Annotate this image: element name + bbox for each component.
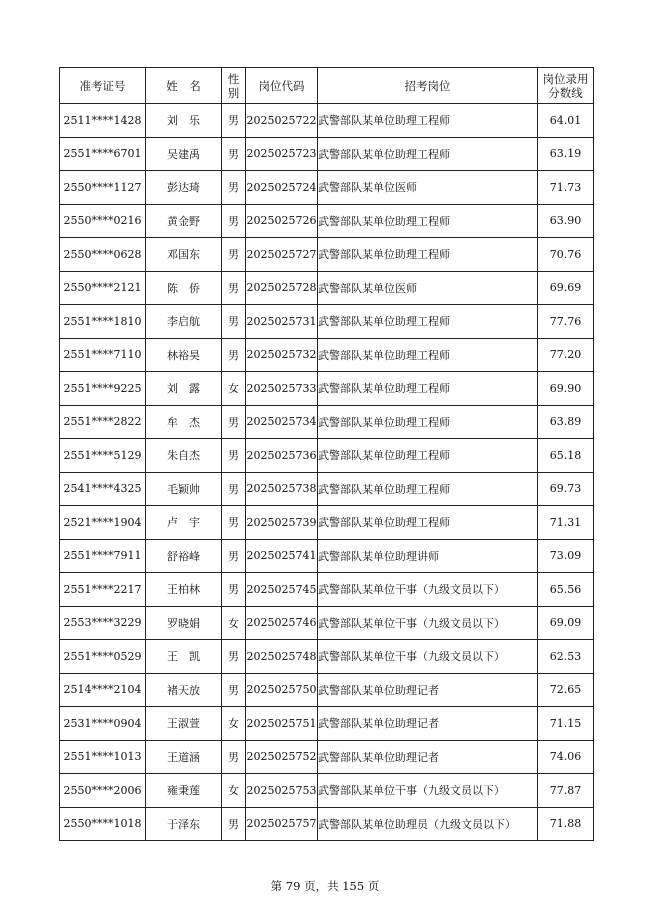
cell-name: 卢 宇 [146,506,222,540]
cell-gender: 女 [222,372,246,406]
table-body [60,104,594,841]
cell-post-code: 2025025727 [246,238,318,272]
cell-gender: 男 [222,807,246,841]
cell-score: 63.89 [538,405,594,439]
cell-post: 武警部队某单位医师 [318,271,538,305]
cell-name: 雍秉莲 [146,774,222,808]
cell-post-code: 2025025746 [246,606,318,640]
cell-post: 武警部队某单位助理记者 [318,740,538,774]
cell-gender: 男 [222,137,246,171]
cell-score: 63.19 [538,137,594,171]
cell-score: 77.20 [538,338,594,372]
cell-post-code: 2025025750 [246,673,318,707]
cell-post: 武警部队某单位干事（九级文员以下） [318,573,538,607]
cell-gender: 男 [222,338,246,372]
cell-post: 武警部队某单位助理工程师 [318,472,538,506]
table-row [60,807,594,841]
table-row [60,573,594,607]
header-score [538,68,594,104]
cell-post: 武警部队某单位助理讲师 [318,539,538,573]
cell-post: 武警部队某单位助理记者 [318,707,538,741]
cell-score: 69.90 [538,372,594,406]
cell-name: 王淑萱 [146,707,222,741]
cell-post: 武警部队某单位助理工程师 [318,439,538,473]
cell-gender: 男 [222,238,246,272]
cell-post-code: 2025025723 [246,137,318,171]
cell-post: 武警部队某单位助理工程师 [318,238,538,272]
header-post: 招考岗位 [318,68,538,104]
cell-gender: 女 [222,774,246,808]
table-row [60,104,594,138]
cell-exam-no: 2551****2217 [60,573,146,607]
cell-name: 邓国东 [146,238,222,272]
cell-post-code: 2025025751 [246,707,318,741]
cell-gender: 男 [222,405,246,439]
cell-name: 陈 侨 [146,271,222,305]
cell-gender: 男 [222,506,246,540]
cell-name: 朱自杰 [146,439,222,473]
cell-gender: 男 [222,171,246,205]
cell-exam-no: 2551****9225 [60,372,146,406]
cell-post-code: 2025025731 [246,305,318,339]
cell-post: 武警部队某单位助理工程师 [318,372,538,406]
table-row [60,305,594,339]
cell-exam-no: 2550****1018 [60,807,146,841]
header-post-code: 岗位代码 [246,68,318,104]
cell-post-code: 2025025733 [246,372,318,406]
cell-post-code: 2025025726 [246,204,318,238]
cell-post-code: 2025025757 [246,807,318,841]
cell-name: 彭达琦 [146,171,222,205]
cell-exam-no: 2550****1127 [60,171,146,205]
cell-post: 武警部队某单位干事（九级文员以下） [318,640,538,674]
cell-gender: 男 [222,104,246,138]
cell-gender: 男 [222,539,246,573]
cell-gender: 男 [222,305,246,339]
table-row [60,204,594,238]
cell-post-code: 2025025752 [246,740,318,774]
results-table [59,67,594,841]
header-exam-no: 准考证号 [60,68,146,104]
cell-exam-no: 2550****2006 [60,774,146,808]
table-row [60,740,594,774]
table-row [60,439,594,473]
table-row [60,640,594,674]
cell-exam-no: 2551****6701 [60,137,146,171]
header-score-line1: 岗位录用 [542,71,589,86]
cell-post: 武警部队某单位助理员（九级文员以下） [318,807,538,841]
cell-post: 武警部队某单位医师 [318,171,538,205]
cell-exam-no: 2553****3229 [60,606,146,640]
cell-post-code: 2025025738 [246,472,318,506]
cell-exam-no: 2551****0529 [60,640,146,674]
table-row [60,774,594,808]
cell-name: 吴建禹 [146,137,222,171]
cell-name: 于泽东 [146,807,222,841]
cell-post: 武警部队某单位助理记者 [318,673,538,707]
cell-score: 65.56 [538,573,594,607]
cell-post: 武警部队某单位助理工程师 [318,305,538,339]
cell-name: 林裕昊 [146,338,222,372]
cell-name: 褚天放 [146,673,222,707]
cell-score: 77.87 [538,774,594,808]
cell-exam-no: 2551****1013 [60,740,146,774]
cell-post-code: 2025025732 [246,338,318,372]
cell-name: 黄金野 [146,204,222,238]
cell-score: 77.76 [538,305,594,339]
cell-score: 65.18 [538,439,594,473]
cell-exam-no: 2511****1428 [60,104,146,138]
cell-exam-no: 2550****0216 [60,204,146,238]
header-gender [222,68,246,104]
table-header-row [60,68,594,104]
cell-score: 73.09 [538,539,594,573]
cell-post-code: 2025025728 [246,271,318,305]
cell-score: 70.76 [538,238,594,272]
table-row [60,539,594,573]
header-name: 姓 名 [146,68,222,104]
cell-post-code: 2025025734 [246,405,318,439]
cell-name: 刘 乐 [146,104,222,138]
cell-name: 毛颖帅 [146,472,222,506]
cell-post: 武警部队某单位助理工程师 [318,405,538,439]
cell-name: 王道涵 [146,740,222,774]
cell-score: 71.31 [538,506,594,540]
cell-score: 64.01 [538,104,594,138]
table-row [60,271,594,305]
table-row [60,338,594,372]
cell-exam-no: 2521****1904 [60,506,146,540]
table-row [60,707,594,741]
cell-score: 72.65 [538,673,594,707]
cell-post: 武警部队某单位助理工程师 [318,506,538,540]
cell-score: 71.73 [538,171,594,205]
cell-score: 69.73 [538,472,594,506]
cell-post-code: 2025025722 [246,104,318,138]
cell-score: 62.53 [538,640,594,674]
table-row [60,238,594,272]
cell-post-code: 2025025748 [246,640,318,674]
cell-gender: 女 [222,707,246,741]
cell-post: 武警部队某单位助理工程师 [318,104,538,138]
cell-name: 罗晓娟 [146,606,222,640]
cell-gender: 女 [222,606,246,640]
cell-score: 69.69 [538,271,594,305]
header-gender-line2: 别 [227,85,240,100]
cell-name: 舒裕峰 [146,539,222,573]
cell-name: 李启航 [146,305,222,339]
cell-gender: 男 [222,573,246,607]
cell-name: 王柏林 [146,573,222,607]
cell-exam-no: 2551****1810 [60,305,146,339]
header-gender-line1: 性 [227,71,240,86]
cell-gender: 男 [222,640,246,674]
table-row [60,506,594,540]
cell-exam-no: 2550****0628 [60,238,146,272]
cell-post-code: 2025025739 [246,506,318,540]
cell-name: 刘 露 [146,372,222,406]
cell-post: 武警部队某单位干事（九级文员以下） [318,774,538,808]
cell-exam-no: 2551****7911 [60,539,146,573]
cell-exam-no: 2541****4325 [60,472,146,506]
cell-gender: 男 [222,204,246,238]
table-row [60,405,594,439]
cell-post-code: 2025025736 [246,439,318,473]
cell-exam-no: 2514****2104 [60,673,146,707]
table-row [60,137,594,171]
table-row [60,673,594,707]
cell-score: 71.15 [538,707,594,741]
table-row [60,606,594,640]
cell-exam-no: 2531****0904 [60,707,146,741]
cell-post: 武警部队某单位干事（九级文员以下） [318,606,538,640]
cell-post-code: 2025025724 [246,171,318,205]
cell-post-code: 2025025745 [246,573,318,607]
cell-score: 69.09 [538,606,594,640]
cell-post: 武警部队某单位助理工程师 [318,338,538,372]
cell-name: 王 凯 [146,640,222,674]
cell-post: 武警部队某单位助理工程师 [318,137,538,171]
cell-post-code: 2025025741 [246,539,318,573]
table-row [60,472,594,506]
table-row [60,372,594,406]
cell-exam-no: 2551****7110 [60,338,146,372]
cell-exam-no: 2551****5129 [60,439,146,473]
page-number-footer: 第 79 页，共 155 页 [270,879,380,893]
cell-gender: 男 [222,271,246,305]
cell-gender: 男 [222,673,246,707]
cell-gender: 男 [222,439,246,473]
cell-post: 武警部队某单位助理工程师 [318,204,538,238]
cell-score: 63.90 [538,204,594,238]
cell-name: 牟 杰 [146,405,222,439]
cell-exam-no: 2551****2822 [60,405,146,439]
cell-exam-no: 2550****2121 [60,271,146,305]
cell-gender: 男 [222,472,246,506]
cell-post-code: 2025025753 [246,774,318,808]
cell-score: 71.88 [538,807,594,841]
cell-gender: 男 [222,740,246,774]
header-score-line2: 分数线 [548,85,583,100]
cell-score: 74.06 [538,740,594,774]
table-row [60,171,594,205]
